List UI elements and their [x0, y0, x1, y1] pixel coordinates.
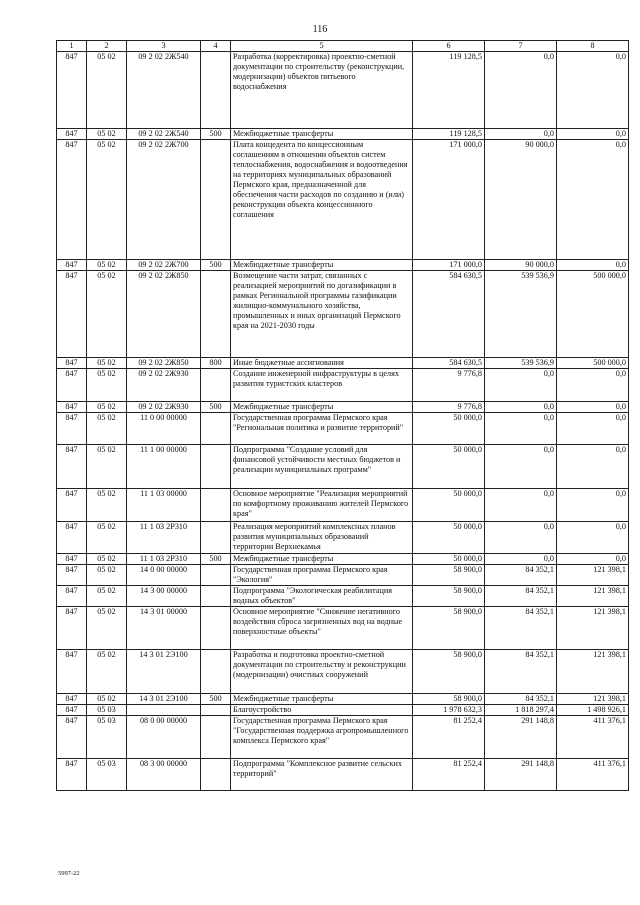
amount-2022-cell: 119 128,5	[413, 52, 485, 129]
amount-2024-cell: 1 498 926,1	[557, 705, 629, 716]
section-code-cell: 05 03	[87, 759, 127, 791]
target-code-cell: 09 2 02 2Ж850	[127, 358, 201, 369]
table-row	[57, 489, 629, 522]
expense-type-cell	[201, 489, 231, 522]
admin-code-cell: 847	[57, 369, 87, 402]
description-cell: Возмещение части затрат, связанных с реализацией мероприятий по догазификации в рамках Региональной программы газификации жилищно-коммунального хозяйства, промышленных и иных организаций Пермского края на 2021-2030 годы	[231, 271, 413, 358]
section-code-cell: 05 02	[87, 129, 127, 140]
amount-2023-cell: 0,0	[485, 522, 557, 554]
admin-code-cell: 847	[57, 705, 87, 716]
amount-2024-cell: 0,0	[557, 402, 629, 413]
amount-2022-cell: 58 900,0	[413, 694, 485, 705]
amount-2023-cell: 84 352,1	[485, 694, 557, 705]
admin-code-cell: 847	[57, 716, 87, 759]
amount-2024-cell: 0,0	[557, 489, 629, 522]
description-cell: Разработка (корректировка) проектно-сметной документации по строительству (реконструкции, модернизации) объектов питьевого водоснабжения	[231, 52, 413, 129]
table-row	[57, 129, 629, 140]
target-code-cell: 09 2 02 2Ж700	[127, 260, 201, 271]
expense-type-cell	[201, 705, 231, 716]
target-code-cell: 14 0 00 00000	[127, 565, 201, 586]
amount-2022-cell: 81 252,4	[413, 759, 485, 791]
table-row	[57, 140, 629, 260]
amount-2023-cell: 0,0	[485, 554, 557, 565]
amount-2023-cell: 539 536,9	[485, 358, 557, 369]
amount-2023-cell: 0,0	[485, 129, 557, 140]
amount-2022-cell: 9 776,8	[413, 402, 485, 413]
expense-type-cell	[201, 565, 231, 586]
section-code-cell: 05 02	[87, 369, 127, 402]
description-cell: Межбюджетные трансферты	[231, 694, 413, 705]
target-code-cell: 14 3 01 2Э100	[127, 694, 201, 705]
target-code-cell: 09 2 02 2Ж930	[127, 402, 201, 413]
amount-2024-cell: 0,0	[557, 260, 629, 271]
amount-2023-cell: 1 818 297,4	[485, 705, 557, 716]
expense-type-cell: 500	[201, 129, 231, 140]
amount-2023-cell: 0,0	[485, 413, 557, 445]
amount-2023-cell: 291 148,8	[485, 759, 557, 791]
amount-2024-cell: 121 398,1	[557, 694, 629, 705]
description-cell: Государственная программа Пермского края "Государственная поддержка агропромышленного комплекса Пермского края"	[231, 716, 413, 759]
amount-2022-cell: 50 000,0	[413, 522, 485, 554]
table-row	[57, 271, 629, 358]
section-code-cell: 05 02	[87, 565, 127, 586]
target-code-cell	[127, 705, 201, 716]
admin-code-cell: 847	[57, 759, 87, 791]
table-row	[57, 522, 629, 554]
description-cell: Межбюджетные трансферты	[231, 554, 413, 565]
target-code-cell: 11 1 03 2Р310	[127, 554, 201, 565]
table-row	[57, 716, 629, 759]
description-cell: Реализация мероприятий комплексных планов развития муниципальных образований территории Верхнекамья	[231, 522, 413, 554]
description-cell: Подпрограмма "Комплексное развитие сельских территорий"	[231, 759, 413, 791]
admin-code-cell: 847	[57, 489, 87, 522]
amount-2024-cell: 500 000,0	[557, 358, 629, 369]
table-row	[57, 413, 629, 445]
target-code-cell: 11 0 00 00000	[127, 413, 201, 445]
amount-2023-cell: 0,0	[485, 52, 557, 129]
description-cell: Государственная программа Пермского края "Экология"	[231, 565, 413, 586]
expense-type-cell: 500	[201, 694, 231, 705]
amount-2022-cell: 50 000,0	[413, 445, 485, 489]
amount-2022-cell: 50 000,0	[413, 413, 485, 445]
amount-2022-cell: 584 630,5	[413, 358, 485, 369]
table-row	[57, 565, 629, 586]
description-cell: Межбюджетные трансферты	[231, 260, 413, 271]
amount-2024-cell: 411 376,1	[557, 716, 629, 759]
amount-2023-cell: 90 000,0	[485, 260, 557, 271]
page-number: 116	[312, 24, 328, 35]
description-cell: Основное мероприятие "Реализация мероприятий по комфортному проживанию жителей Пермского края"	[231, 489, 413, 522]
section-code-cell: 05 02	[87, 554, 127, 565]
amount-2024-cell: 411 376,1	[557, 759, 629, 791]
expense-type-cell	[201, 650, 231, 694]
description-cell: Создание инженерной инфраструктуры в целях развития туристских кластеров	[231, 369, 413, 402]
admin-code-cell: 847	[57, 260, 87, 271]
description-cell: Подпрограмма "Создание условий для финансовой устойчивости местных бюджетов и реализации муниципальных программ"	[231, 445, 413, 489]
table-row	[57, 586, 629, 607]
admin-code-cell: 847	[57, 402, 87, 413]
admin-code-cell: 847	[57, 445, 87, 489]
expense-type-cell: 500	[201, 260, 231, 271]
section-code-cell: 05 03	[87, 705, 127, 716]
section-code-cell: 05 02	[87, 522, 127, 554]
section-code-cell: 05 02	[87, 413, 127, 445]
amount-2024-cell: 121 398,1	[557, 586, 629, 607]
amount-2024-cell: 0,0	[557, 369, 629, 402]
description-cell: Иные бюджетные ассигнования	[231, 358, 413, 369]
section-code-cell: 05 02	[87, 358, 127, 369]
column-header: 1	[57, 41, 87, 52]
amount-2024-cell: 0,0	[557, 445, 629, 489]
section-code-cell: 05 02	[87, 586, 127, 607]
section-code-cell: 05 02	[87, 402, 127, 413]
table-row	[57, 260, 629, 271]
expense-type-cell: 500	[201, 554, 231, 565]
column-header: 5	[231, 41, 413, 52]
amount-2024-cell: 0,0	[557, 140, 629, 260]
admin-code-cell: 847	[57, 413, 87, 445]
amount-2022-cell: 584 630,5	[413, 271, 485, 358]
amount-2023-cell: 84 352,1	[485, 607, 557, 650]
target-code-cell: 09 2 02 2Ж700	[127, 140, 201, 260]
expense-type-cell: 800	[201, 358, 231, 369]
amount-2022-cell: 58 900,0	[413, 586, 485, 607]
amount-2023-cell: 539 536,9	[485, 271, 557, 358]
table-row	[57, 52, 629, 129]
admin-code-cell: 847	[57, 140, 87, 260]
target-code-cell: 11 1 00 00000	[127, 445, 201, 489]
amount-2024-cell: 0,0	[557, 522, 629, 554]
admin-code-cell: 847	[57, 358, 87, 369]
footer-code: 5997-22	[58, 870, 80, 877]
amount-2022-cell: 58 900,0	[413, 607, 485, 650]
table-row	[57, 358, 629, 369]
admin-code-cell: 847	[57, 522, 87, 554]
table-row	[57, 759, 629, 791]
amount-2023-cell: 84 352,1	[485, 650, 557, 694]
amount-2023-cell: 84 352,1	[485, 565, 557, 586]
budget-table	[56, 40, 629, 791]
description-cell: Межбюджетные трансферты	[231, 129, 413, 140]
amount-2024-cell: 0,0	[557, 52, 629, 129]
target-code-cell: 14 3 01 00000	[127, 607, 201, 650]
amount-2022-cell: 58 900,0	[413, 565, 485, 586]
amount-2024-cell: 0,0	[557, 129, 629, 140]
amount-2023-cell: 0,0	[485, 402, 557, 413]
admin-code-cell: 847	[57, 52, 87, 129]
table-row	[57, 369, 629, 402]
admin-code-cell: 847	[57, 650, 87, 694]
expense-type-cell	[201, 607, 231, 650]
expense-type-cell	[201, 271, 231, 358]
column-header: 7	[485, 41, 557, 52]
table-row	[57, 705, 629, 716]
expense-type-cell	[201, 52, 231, 129]
section-code-cell: 05 02	[87, 271, 127, 358]
amount-2023-cell: 291 148,8	[485, 716, 557, 759]
table-row	[57, 650, 629, 694]
expense-type-cell	[201, 413, 231, 445]
target-code-cell: 08 0 00 00000	[127, 716, 201, 759]
amount-2022-cell: 81 252,4	[413, 716, 485, 759]
amount-2022-cell: 119 128,5	[413, 129, 485, 140]
expense-type-cell	[201, 369, 231, 402]
amount-2024-cell: 121 398,1	[557, 650, 629, 694]
amount-2022-cell: 1 978 632,3	[413, 705, 485, 716]
section-code-cell: 05 02	[87, 445, 127, 489]
amount-2022-cell: 171 000,0	[413, 140, 485, 260]
amount-2024-cell: 0,0	[557, 413, 629, 445]
target-code-cell: 14 3 01 2Э100	[127, 650, 201, 694]
expense-type-cell	[201, 759, 231, 791]
table-row	[57, 445, 629, 489]
expense-type-cell: 500	[201, 402, 231, 413]
amount-2024-cell: 121 398,1	[557, 607, 629, 650]
amount-2022-cell: 50 000,0	[413, 554, 485, 565]
target-code-cell: 08 3 00 00000	[127, 759, 201, 791]
section-code-cell: 05 03	[87, 716, 127, 759]
description-cell: Государственная программа Пермского края "Региональная политика и развитие территорий"	[231, 413, 413, 445]
section-code-cell: 05 02	[87, 650, 127, 694]
admin-code-cell: 847	[57, 565, 87, 586]
column-header: 3	[127, 41, 201, 52]
section-code-cell: 05 02	[87, 694, 127, 705]
column-header: 4	[201, 41, 231, 52]
column-header: 2	[87, 41, 127, 52]
expense-type-cell	[201, 716, 231, 759]
section-code-cell: 05 02	[87, 140, 127, 260]
amount-2024-cell: 121 398,1	[557, 565, 629, 586]
description-cell: Разработка и подготовка проектно-сметной документации по строительству и реконструкции (модернизации) очистных сооружений	[231, 650, 413, 694]
description-cell: Благоустройство	[231, 705, 413, 716]
description-cell: Подпрограмма "Экологическая реабилитация водных объектов"	[231, 586, 413, 607]
column-header: 8	[557, 41, 629, 52]
table-row	[57, 607, 629, 650]
header-row	[57, 41, 629, 52]
admin-code-cell: 847	[57, 694, 87, 705]
admin-code-cell: 847	[57, 129, 87, 140]
admin-code-cell: 847	[57, 271, 87, 358]
target-code-cell: 09 2 02 2Ж540	[127, 129, 201, 140]
section-code-cell: 05 02	[87, 607, 127, 650]
target-code-cell: 11 1 03 2Р310	[127, 522, 201, 554]
section-code-cell: 05 02	[87, 489, 127, 522]
amount-2022-cell: 50 000,0	[413, 489, 485, 522]
amount-2022-cell: 58 900,0	[413, 650, 485, 694]
amount-2022-cell: 171 000,0	[413, 260, 485, 271]
amount-2023-cell: 84 352,1	[485, 586, 557, 607]
amount-2024-cell: 0,0	[557, 554, 629, 565]
table-row	[57, 554, 629, 565]
description-cell: Межбюджетные трансферты	[231, 402, 413, 413]
target-code-cell: 09 2 02 2Ж540	[127, 52, 201, 129]
table-row	[57, 694, 629, 705]
description-cell: Плата концедента по концессионным соглашениям в отношении объектов систем теплоснабжения, водоснабжения и водоотведения на территориях муниципальных образований Пермского края, предназначенной для обеспечения части расходов по созданию и (или) реконструкции объекта концессионного соглашения	[231, 140, 413, 260]
section-code-cell: 05 02	[87, 52, 127, 129]
table-row	[57, 402, 629, 413]
admin-code-cell: 847	[57, 607, 87, 650]
amount-2023-cell: 0,0	[485, 369, 557, 402]
description-cell: Основное мероприятие "Снижение негативного воздействия сброса загрязненных вод на водные поверхностные объекты"	[231, 607, 413, 650]
amount-2023-cell: 0,0	[485, 489, 557, 522]
target-code-cell: 09 2 02 2Ж930	[127, 369, 201, 402]
amount-2023-cell: 0,0	[485, 445, 557, 489]
column-header: 6	[413, 41, 485, 52]
expense-type-cell	[201, 522, 231, 554]
expense-type-cell	[201, 140, 231, 260]
section-code-cell: 05 02	[87, 260, 127, 271]
amount-2024-cell: 500 000,0	[557, 271, 629, 358]
admin-code-cell: 847	[57, 554, 87, 565]
expense-type-cell	[201, 586, 231, 607]
target-code-cell: 14 3 00 00000	[127, 586, 201, 607]
amount-2022-cell: 9 776,8	[413, 369, 485, 402]
admin-code-cell: 847	[57, 586, 87, 607]
target-code-cell: 11 1 03 00000	[127, 489, 201, 522]
target-code-cell: 09 2 02 2Ж850	[127, 271, 201, 358]
expense-type-cell	[201, 445, 231, 489]
amount-2023-cell: 90 000,0	[485, 140, 557, 260]
